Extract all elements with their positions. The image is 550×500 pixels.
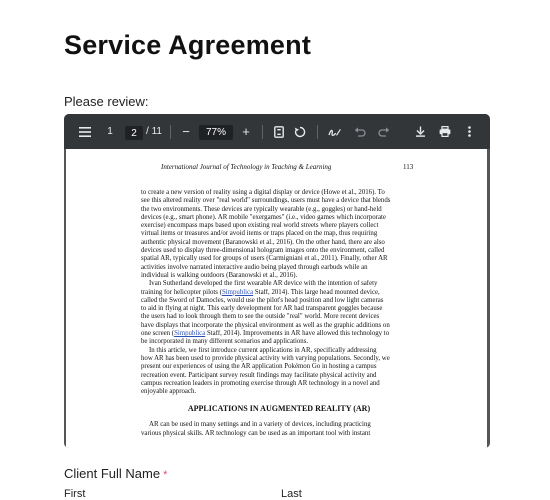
text-line: have displays that incorporate the physical environment as well as the graphic additions on: [141, 321, 390, 329]
client-name-label-text: Client Full Name: [64, 466, 161, 481]
text-line: authentic physical movement (Baranowski et al., 2016). On the other hand, there are also: [141, 238, 385, 246]
text-line: the two environments. These devices are typically wearable (e.g., goggles) or hand-held: [141, 205, 382, 213]
toolbar-divider: [170, 125, 171, 139]
toolbar-divider: [262, 125, 263, 139]
text-segment: Staff, 2014). This large head mounted device,: [253, 288, 380, 296]
total-pages: / 11: [146, 126, 162, 137]
text-line: exercise) encompass maps based upon existing real world streets where players collect: [141, 222, 379, 230]
redo-icon[interactable]: [376, 114, 392, 149]
text-line: how AR has been used to provide physical activity with varying populations. Secondly, we: [141, 354, 390, 362]
undo-icon[interactable]: [352, 114, 368, 149]
current-page-input[interactable]: 2: [125, 126, 143, 140]
page-title: Service Agreement: [64, 30, 312, 60]
first-name-label: First: [64, 488, 86, 500]
pdf-toolbar: [64, 114, 490, 149]
text-line: enjoyable approach.: [141, 388, 197, 396]
text-line: campus recreation leaders in promoting exercise through AR technology in a novel and: [141, 379, 380, 387]
download-icon[interactable]: [412, 114, 428, 149]
print-icon[interactable]: [436, 114, 454, 149]
last-name-label: Last: [281, 488, 302, 500]
hamburger-menu-icon[interactable]: [75, 114, 95, 149]
text-line: individual is walking outdoors (Baranowski et al., 2016).: [141, 271, 298, 279]
zoom-out-button[interactable]: −: [182, 124, 190, 139]
text-line: recreation event. Participant survey result findings may facilitate physical activity and: [141, 371, 377, 379]
text-segment: one screen (: [141, 330, 175, 338]
text-line: activities involve narrated interactive audio being played through earbuds while an: [141, 263, 368, 271]
running-head: International Journal of Technology in Teaching & Learning: [161, 163, 332, 171]
thumbnail-page-number: 1: [107, 126, 113, 137]
text-line: AR can be used in many settings and in a variety of devices, including practicing: [149, 421, 371, 429]
zoom-input[interactable]: 77%: [199, 125, 233, 140]
text-segment: Staff, 2014). Improvements in AR have allowed this technology to: [205, 330, 390, 338]
text-line: present our experiences of using the AR application Pokémon Go in hosting a campus: [141, 363, 377, 371]
text-line: be incorporated in many different scenarios and applications.: [141, 338, 309, 346]
pdf-viewer[interactable]: [64, 114, 490, 448]
simpublica-link[interactable]: Simpublica: [221, 288, 254, 296]
text-line: various physical skills. AR technology can be used as an important tool with instant: [141, 429, 371, 437]
text-line: see this altered reality over "real world" surroundings, users must have a device that blends: [141, 197, 391, 205]
text-line: In this article, we first introduce current applications in AR, specifically addressing: [149, 346, 377, 354]
fit-page-icon[interactable]: [271, 114, 287, 149]
text-line: devices (e.g., smart phone). AR mobile "exergames" (i.e., video games which incorporate: [141, 213, 386, 221]
text-line: called the Sword of Damocles, would use the pilot's head position and low light cameras: [141, 296, 384, 304]
text-line: [141, 330, 417, 338]
text-line: to aid in flying at night. This early development for AR had transparent goggles because: [141, 305, 383, 313]
simpublica-link[interactable]: Simpublica: [174, 330, 206, 338]
annotate-icon[interactable]: [325, 114, 343, 149]
document-body: [141, 189, 417, 438]
text-segment: training for helicopter pilots (: [141, 288, 222, 296]
client-name-label: [64, 466, 167, 481]
pdf-page: [66, 149, 487, 448]
text-line: [141, 289, 417, 297]
section-heading: APPLICATIONS IN AUGMENTED REALITY (AR): [187, 404, 371, 414]
toolbar-divider: [317, 125, 318, 139]
text-line: the users had to look through them to see the outside "real" world. More recent devices: [141, 313, 380, 321]
page-number: 113: [403, 163, 414, 171]
review-label: Please review:: [64, 94, 149, 109]
text-line: to create a new version of reality using a digital display or device (Howe et al., 2016). To: [141, 189, 385, 196]
zoom-in-button[interactable]: +: [242, 124, 250, 139]
required-asterisk: *: [163, 469, 168, 481]
text-line: spatial AR, typically used for groups of users (Carmigniani et al., 2011). Finally, other AR: [141, 255, 388, 263]
text-line: virtual items or treasures and/or avoid items or traps placed on the map, thus requiring: [141, 230, 378, 238]
rotate-icon[interactable]: [291, 114, 309, 149]
more-vert-icon[interactable]: [462, 114, 476, 149]
text-line: devices used to display three-dimensional hologram images onto the environment, called: [141, 247, 385, 255]
text-line: Ivan Sutherland developed the first wearable AR device with the intention of safety: [149, 280, 378, 288]
